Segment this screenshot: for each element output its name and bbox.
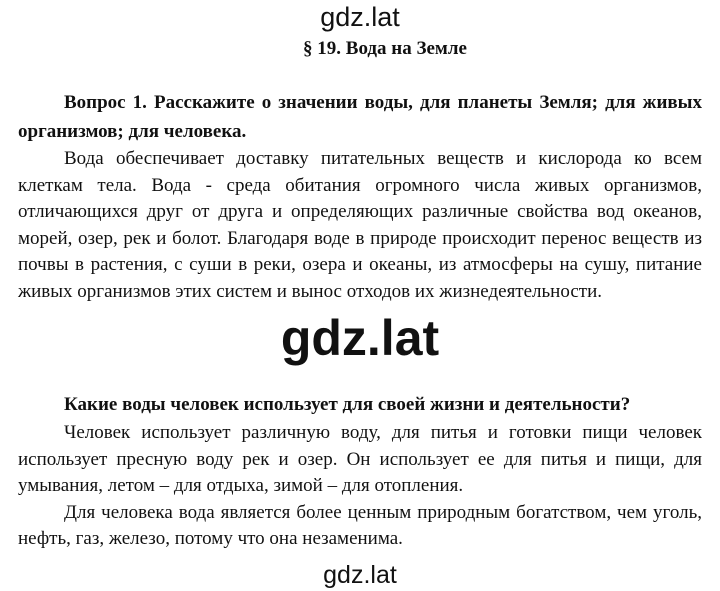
answer-1-paragraph: Вода обеспечивает доставку питательных веществ и кислорода ко всем клеткам тела. Вода - среда обитания огромного числа живых организмов, отличающихся друг от друга и определяющих различные свойства вод океанов, морей, озер, рек и болот. Благодаря воде в природе происходит перенос веществ из почвы в растения, с суши в реки, озера и океаны, из атмосферы на сушу, питание живых организмов этих систем и вынос отходов их жизнедеятельности. xyxy=(18,148,702,302)
section-title: § 19. Вода на Земле xyxy=(303,38,467,59)
answer-2-paragraph-1: Человек использует различную воду, для питья и готовки пищи человек использует пресную воду рек и озер. Он использует ее для питья и пищи, для умывания, летом – для отдыха, зимой – для отопления. xyxy=(18,422,702,496)
watermark-top: gdz.lat xyxy=(320,2,400,32)
watermark-bottom: gdz.lat xyxy=(323,561,397,589)
answer-2-paragraph-2: Для человека вода является более ценным природным богатством, чем уголь, нефть, газ, железо, потому что она незаменима. xyxy=(18,501,702,549)
question-1-text: Вопрос 1. Расскажите о значении воды, для планеты Земля; для живых организмов; для человека. xyxy=(18,92,702,142)
watermark-middle: gdz.lat xyxy=(280,310,440,366)
question-1-block xyxy=(18,88,702,305)
answer-2-block xyxy=(18,420,702,553)
question-2-text: Какие воды человек использует для своей жизни и деятельности? xyxy=(64,394,631,415)
